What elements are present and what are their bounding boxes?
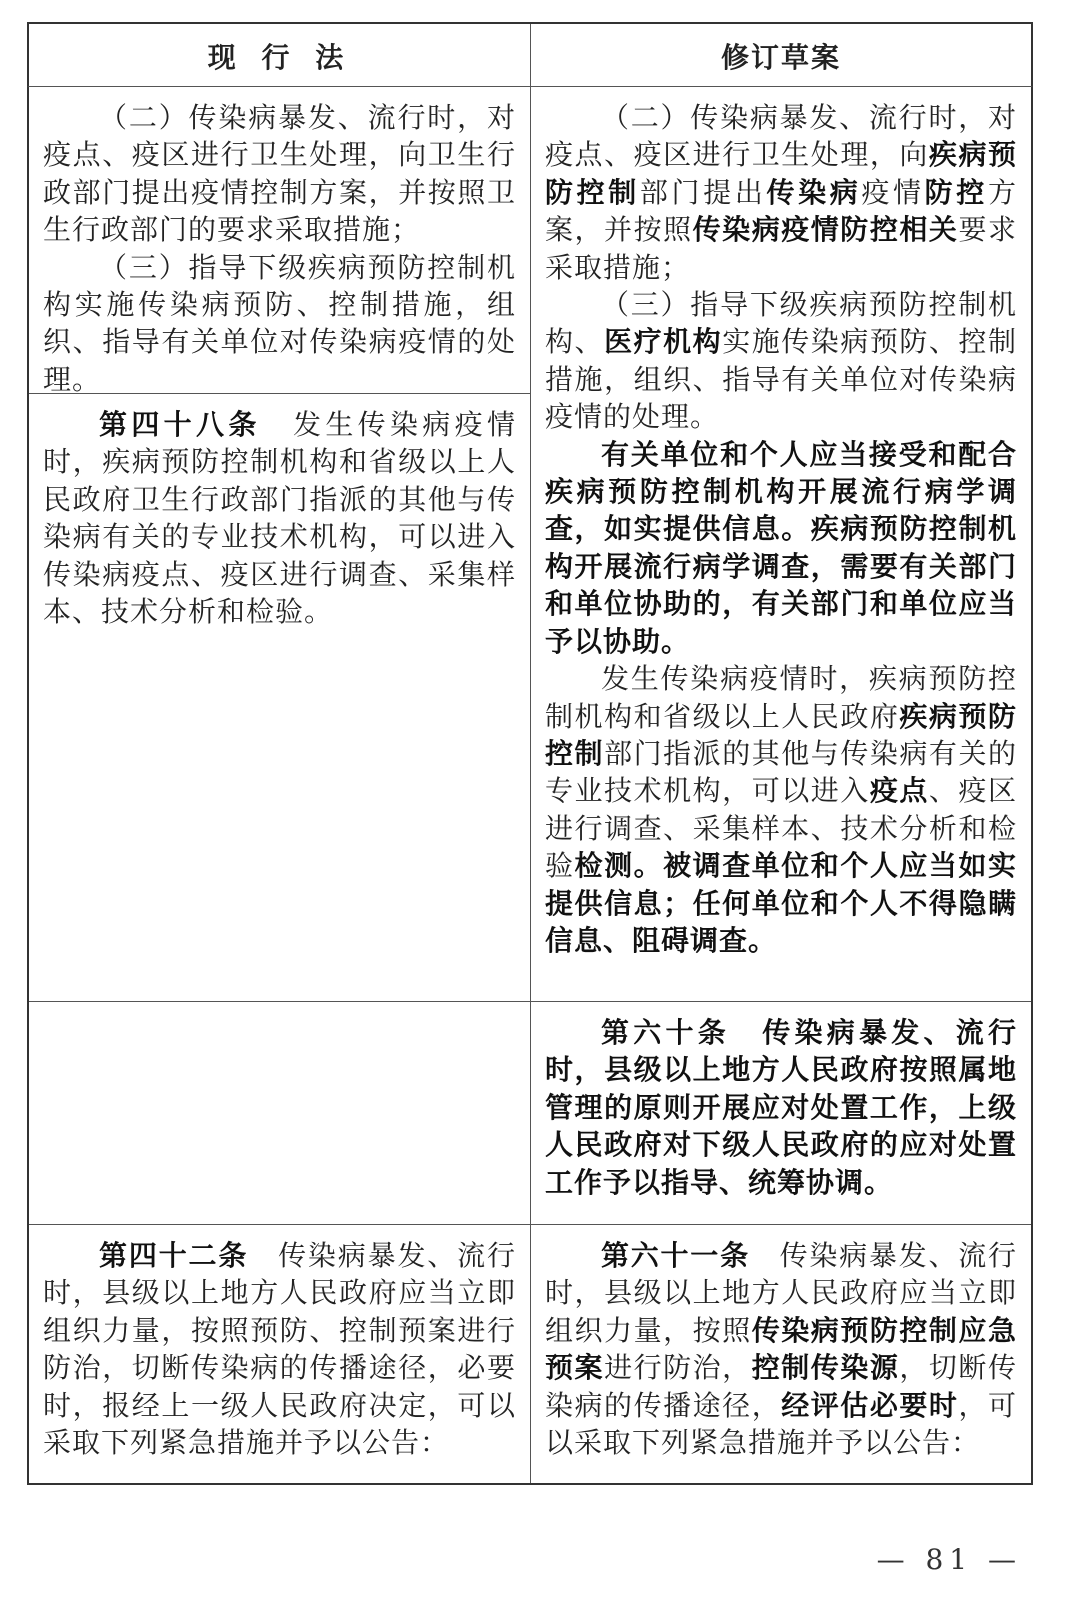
text-run: 发生传染病疫情时，疾病预防控制机构和省级以上人民政府卫生行政部门指派的其他与传染病有关的专业技术机构，可以进入传染病疫点、疫区进行调查、采集样本、技术分析和检验。: [43, 408, 516, 629]
text-run: 部门提出: [639, 175, 767, 209]
paragraph: [545, 660, 1017, 959]
current-law-cell: [29, 1002, 530, 1224]
header-current-law: 现 行 法: [207, 41, 352, 74]
text-run: 传染病暴发、流行时，县级以上地方人民政府应当立即组织力量，按照: [545, 1239, 1017, 1347]
text-run: （三）指导下级疾病预防控制机构实施传染病预防、控制措施，组织、指导有关单位对传染病疫情的处理。: [43, 250, 516, 396]
paragraph: [43, 1237, 516, 1461]
current-law-column: [29, 87, 530, 1001]
paragraph: [545, 99, 1017, 286]
text-run: ，切断传染病的传播途径，: [545, 1351, 1017, 1422]
paragraph: [545, 436, 1017, 660]
text-run: [730, 1016, 762, 1049]
bold-text-run: 检测。被调查单位和个人应当如实提供信息；任何单位和个人不得隐瞒信息、阻碍调查。: [545, 849, 1017, 957]
comparison-table-body: [27, 86, 1033, 1485]
text-run: 部门指派的其他与传染病有关的专业技术机构，可以进入: [545, 736, 1017, 808]
text-run: 传染病暴发、流行时，县级以上地方人民政府应当立即组织力量，按照预防、控制预案进行防治，切断传染病的传播途径，必要时，报经上一级人民政府决定，可以采取下列紧急措施并予以公告：: [43, 1239, 516, 1460]
text-run: 发生传染病疫情时，疾病预防控制机构和省级以上人民政府: [545, 662, 1017, 733]
text-run: ，可以采取下列紧急措施并予以公告：: [545, 1388, 1017, 1460]
bold-text-run: 疾病预防控制: [545, 138, 1017, 209]
bold-text-run: 疫点: [869, 774, 929, 808]
bold-text-run: 医疗机构: [604, 325, 723, 359]
bold-text-run: 传染病预防控制应急预案: [545, 1313, 1017, 1385]
text-run: 疫情: [861, 175, 925, 209]
page-number: — 81 —: [876, 1543, 1022, 1576]
paragraph: [545, 1237, 1017, 1461]
revised-draft-cell: [530, 87, 1031, 1001]
header-revised-draft: 修订草案: [530, 24, 1031, 88]
text-run: 、疫区进行调查、采集样本、技术分析和检验: [545, 774, 1017, 883]
paragraph: [43, 249, 516, 399]
paragraph: [545, 1014, 1017, 1201]
paragraph: [43, 406, 516, 630]
text-run: （二）传染病暴发、流行时，对疫点、疫区进行卫生处理，向: [545, 101, 1017, 172]
bold-text-run: 第四十二条: [99, 1239, 249, 1272]
bold-text-run: 第六十一条: [601, 1239, 750, 1272]
table-row: [29, 87, 1031, 1002]
bold-text-run: 经评估必要时: [781, 1388, 959, 1422]
revised-draft-cell: [530, 1002, 1031, 1224]
current-law-cell: [29, 1225, 530, 1483]
bold-text-run: 第六十条: [601, 1016, 730, 1049]
table-row: [29, 1225, 1031, 1483]
paragraph: [43, 99, 516, 249]
current-law-cell: [29, 87, 530, 394]
bold-text-run: 有关单位和个人应当接受和配合疾病预防控制机构开展流行病学调查，如实提供信息。疾病预防控制机构开展流行病学调查，需要有关部门和单位协助的，有关部门和单位应当予以协助。: [545, 437, 1017, 658]
text-run: （三）指导下级疾病预防控制机构、: [545, 288, 1017, 359]
current-law-cell: [29, 394, 530, 1001]
bold-text-run: 传染病疫情防控相关: [692, 213, 959, 247]
text-run: 实施传染病预防、控制措施，组织、指导有关单位对传染病疫情的处理。: [545, 325, 1017, 434]
bold-text-run: 第四十八条: [99, 408, 261, 441]
paragraph: [545, 286, 1017, 436]
comparison-table: [27, 22, 1033, 88]
bold-text-run: 防控: [924, 175, 988, 209]
text-run: 方案，并按照: [545, 175, 1017, 247]
bold-text-run: 疾病预防控制: [545, 699, 1017, 770]
revised-draft-cell: [530, 1225, 1031, 1483]
text-run: 进行防治，: [604, 1351, 752, 1385]
table-row: [29, 1002, 1031, 1225]
bold-text-run: 控制传染源: [751, 1351, 900, 1385]
bold-text-run: 传染病暴发、流行时，县级以上地方人民政府按照属地管理的原则开展应对处置工作，上级人民政府对下级人民政府的应对处置工作予以指导、统筹协调。: [545, 1016, 1017, 1199]
bold-text-run: 传染病: [766, 175, 862, 209]
text-run: （二）传染病暴发、流行时，对疫点、疫区进行卫生处理，向卫生行政部门提出疫情控制方案，并按照卫生行政部门的要求采取措施；: [43, 101, 516, 247]
table-header-row: [29, 24, 1031, 88]
text-run: 要求采取措施；: [545, 213, 1017, 284]
